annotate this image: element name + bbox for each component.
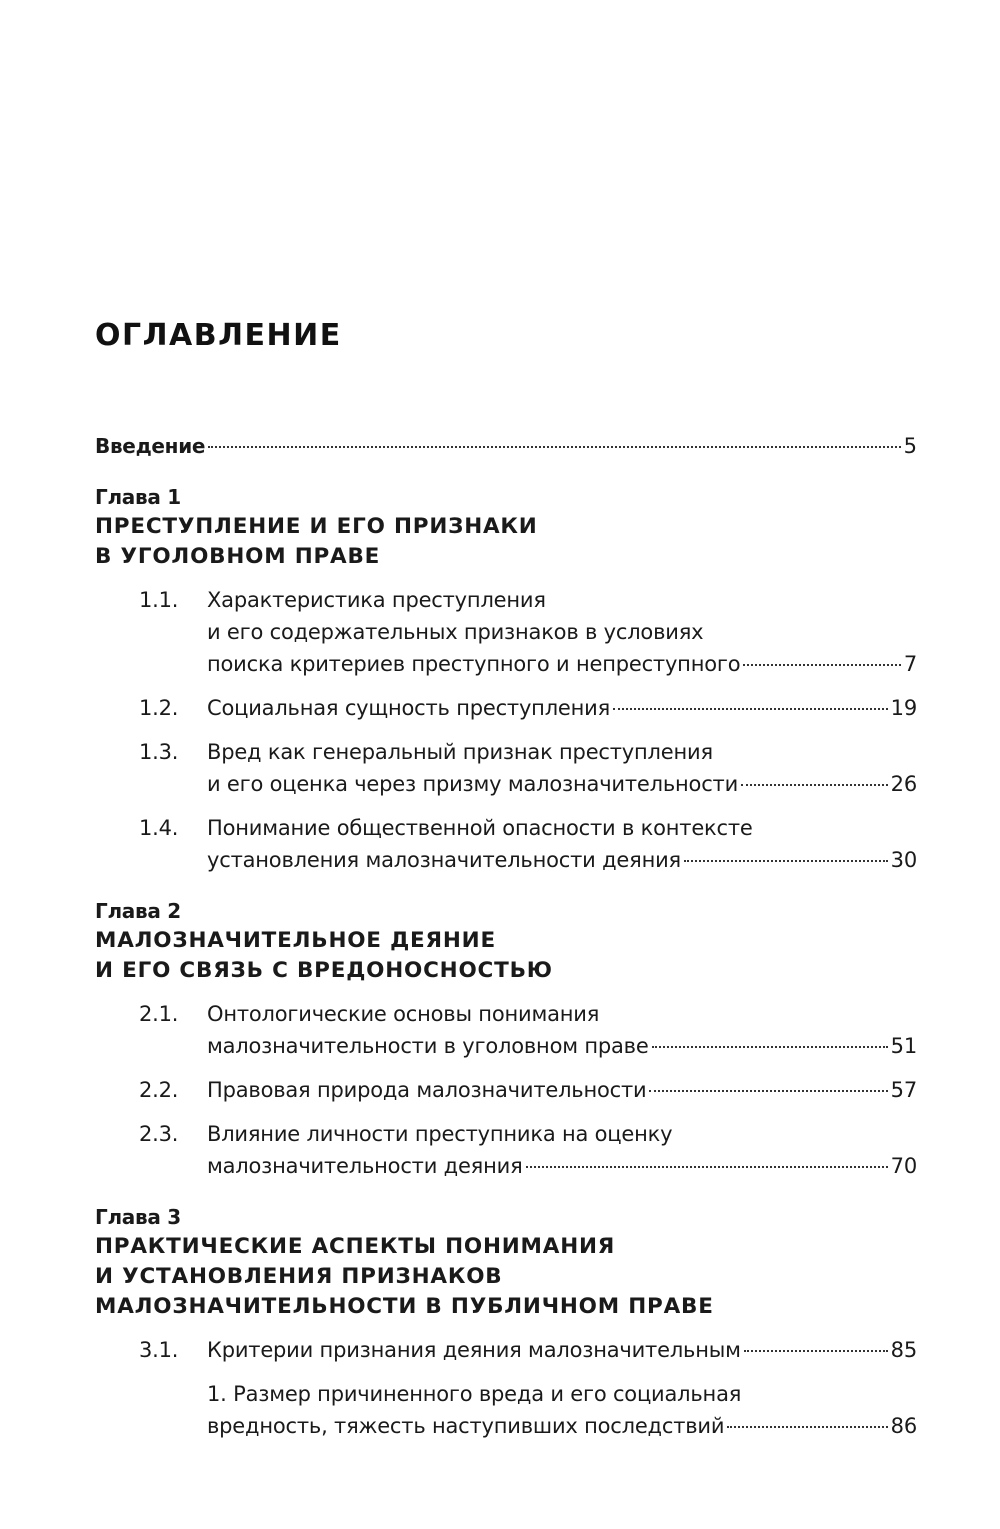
section-last-line [207,1074,917,1106]
dot-leader [208,446,900,448]
toc-section-2-3[interactable] [95,1118,917,1182]
section-last-line [207,648,917,680]
section-last-line [207,844,917,876]
subitem-last-line [207,1410,917,1442]
toc-section-1-3[interactable] [95,736,917,800]
section-last-line [207,1334,917,1366]
toc-page-number: 70 [890,1154,917,1178]
chapter-1 [95,482,917,876]
dot-leader [727,1426,887,1428]
toc-page-number: 5 [903,434,917,458]
chapter-title-line: ПРЕСТУПЛЕНИЕ И ЕГО ПРИЗНАКИ [95,514,538,539]
dot-leader [613,708,888,710]
toc-section-3-1[interactable] [95,1334,917,1366]
section-title-line: и его содержательных признаков в условиях [207,620,704,644]
toc-section-1-1[interactable] [95,584,917,680]
toc-page-number: 26 [890,772,917,796]
section-number: 1.4. [139,816,179,840]
section-number: 1.3. [139,740,179,764]
dot-leader [744,1350,888,1352]
section-number: 2.1. [139,1002,179,1026]
toc-section-2-1[interactable] [95,998,917,1062]
section-title-line: Онтологические основы понимания [207,1002,600,1026]
toc-page-number: 51 [890,1034,917,1058]
section-title-line: Критерии признания деяния малозначительным [207,1338,741,1362]
toc-section-1-2[interactable] [95,692,917,724]
chapter-title-line: ПРАКТИЧЕСКИЕ АСПЕКТЫ ПОНИМАНИЯ [95,1234,616,1259]
dot-leader [741,784,888,786]
section-last-line [207,768,917,800]
section-title-line: Влияние личности преступника на оценку [207,1122,673,1146]
section-title-line: Понимание общественной опасности в контексте [207,816,753,840]
section-title-line: малозначительности деяния [207,1154,523,1178]
section-title-line: установления малозначительности деяния [207,848,681,872]
section-last-line [207,1030,917,1062]
dot-leader [684,860,888,862]
section-number: 2.3. [139,1122,179,1146]
chapter-2 [95,896,917,1182]
section-last-line [207,1150,917,1182]
toc-page-number: 7 [903,652,917,676]
section-number: 3.1. [139,1338,179,1362]
section-title-line: Социальная сущность преступления [207,696,611,720]
chapter-3 [95,1202,917,1442]
chapter-title-line: МАЛОЗНАЧИТЕЛЬНОСТИ В ПУБЛИЧНОМ ПРАВЕ [95,1294,714,1319]
table-of-contents [95,430,917,1442]
section-title-line: Вред как генеральный признак преступления [207,740,713,764]
chapter-title-line: В УГОЛОВНОМ ПРАВЕ [95,544,381,569]
dot-leader [743,664,900,666]
section-last-line [207,692,917,724]
toc-page-number: 19 [890,696,917,720]
chapter-title-line: И ЕГО СВЯЗЬ С ВРЕДОНОСНОСТЬЮ [95,958,553,983]
toc-entry-label: Введение [95,434,206,458]
toc-entry-introduction[interactable] [95,430,917,462]
toc-section-2-2[interactable] [95,1074,917,1106]
section-title-line: Характеристика преступления [207,588,546,612]
subitem-title-line: вредность, тяжесть наступивших последствий [207,1414,725,1438]
chapter-title-line: МАЛОЗНАЧИТЕЛЬНОЕ ДЕЯНИЕ [95,928,496,953]
toc-page-number: 30 [890,848,917,872]
chapter-label: Глава 3 [95,1205,181,1229]
toc-section-1-4[interactable] [95,812,917,876]
section-title-line: и его оценка через призму малозначительности [207,772,739,796]
book-page [95,0,917,1529]
toc-subitem-3-1-1[interactable] [95,1378,917,1442]
section-title-line: малозначительности в уголовном праве [207,1034,649,1058]
chapter-label: Глава 1 [95,485,181,509]
dot-leader [652,1046,888,1048]
toc-page-number: 85 [890,1338,917,1362]
toc-page-number: 86 [890,1414,917,1438]
chapter-title-line: И УСТАНОВЛЕНИЯ ПРИЗНАКОВ [95,1264,503,1289]
dot-leader [526,1166,888,1168]
page-title: ОГЛАВЛЕНИЕ [95,318,342,353]
toc-page-number: 57 [890,1078,917,1102]
section-number: 1.1. [139,588,179,612]
chapter-label: Глава 2 [95,899,181,923]
dot-leader [649,1090,887,1092]
section-title-line: Правовая природа малозначительности [207,1078,647,1102]
section-number: 2.2. [139,1078,179,1102]
section-number: 1.2. [139,696,179,720]
section-title-line: поиска критериев преступного и непреступного [207,652,741,676]
subitem-title-line: 1. Размер причиненного вреда и его социальная [207,1382,742,1406]
